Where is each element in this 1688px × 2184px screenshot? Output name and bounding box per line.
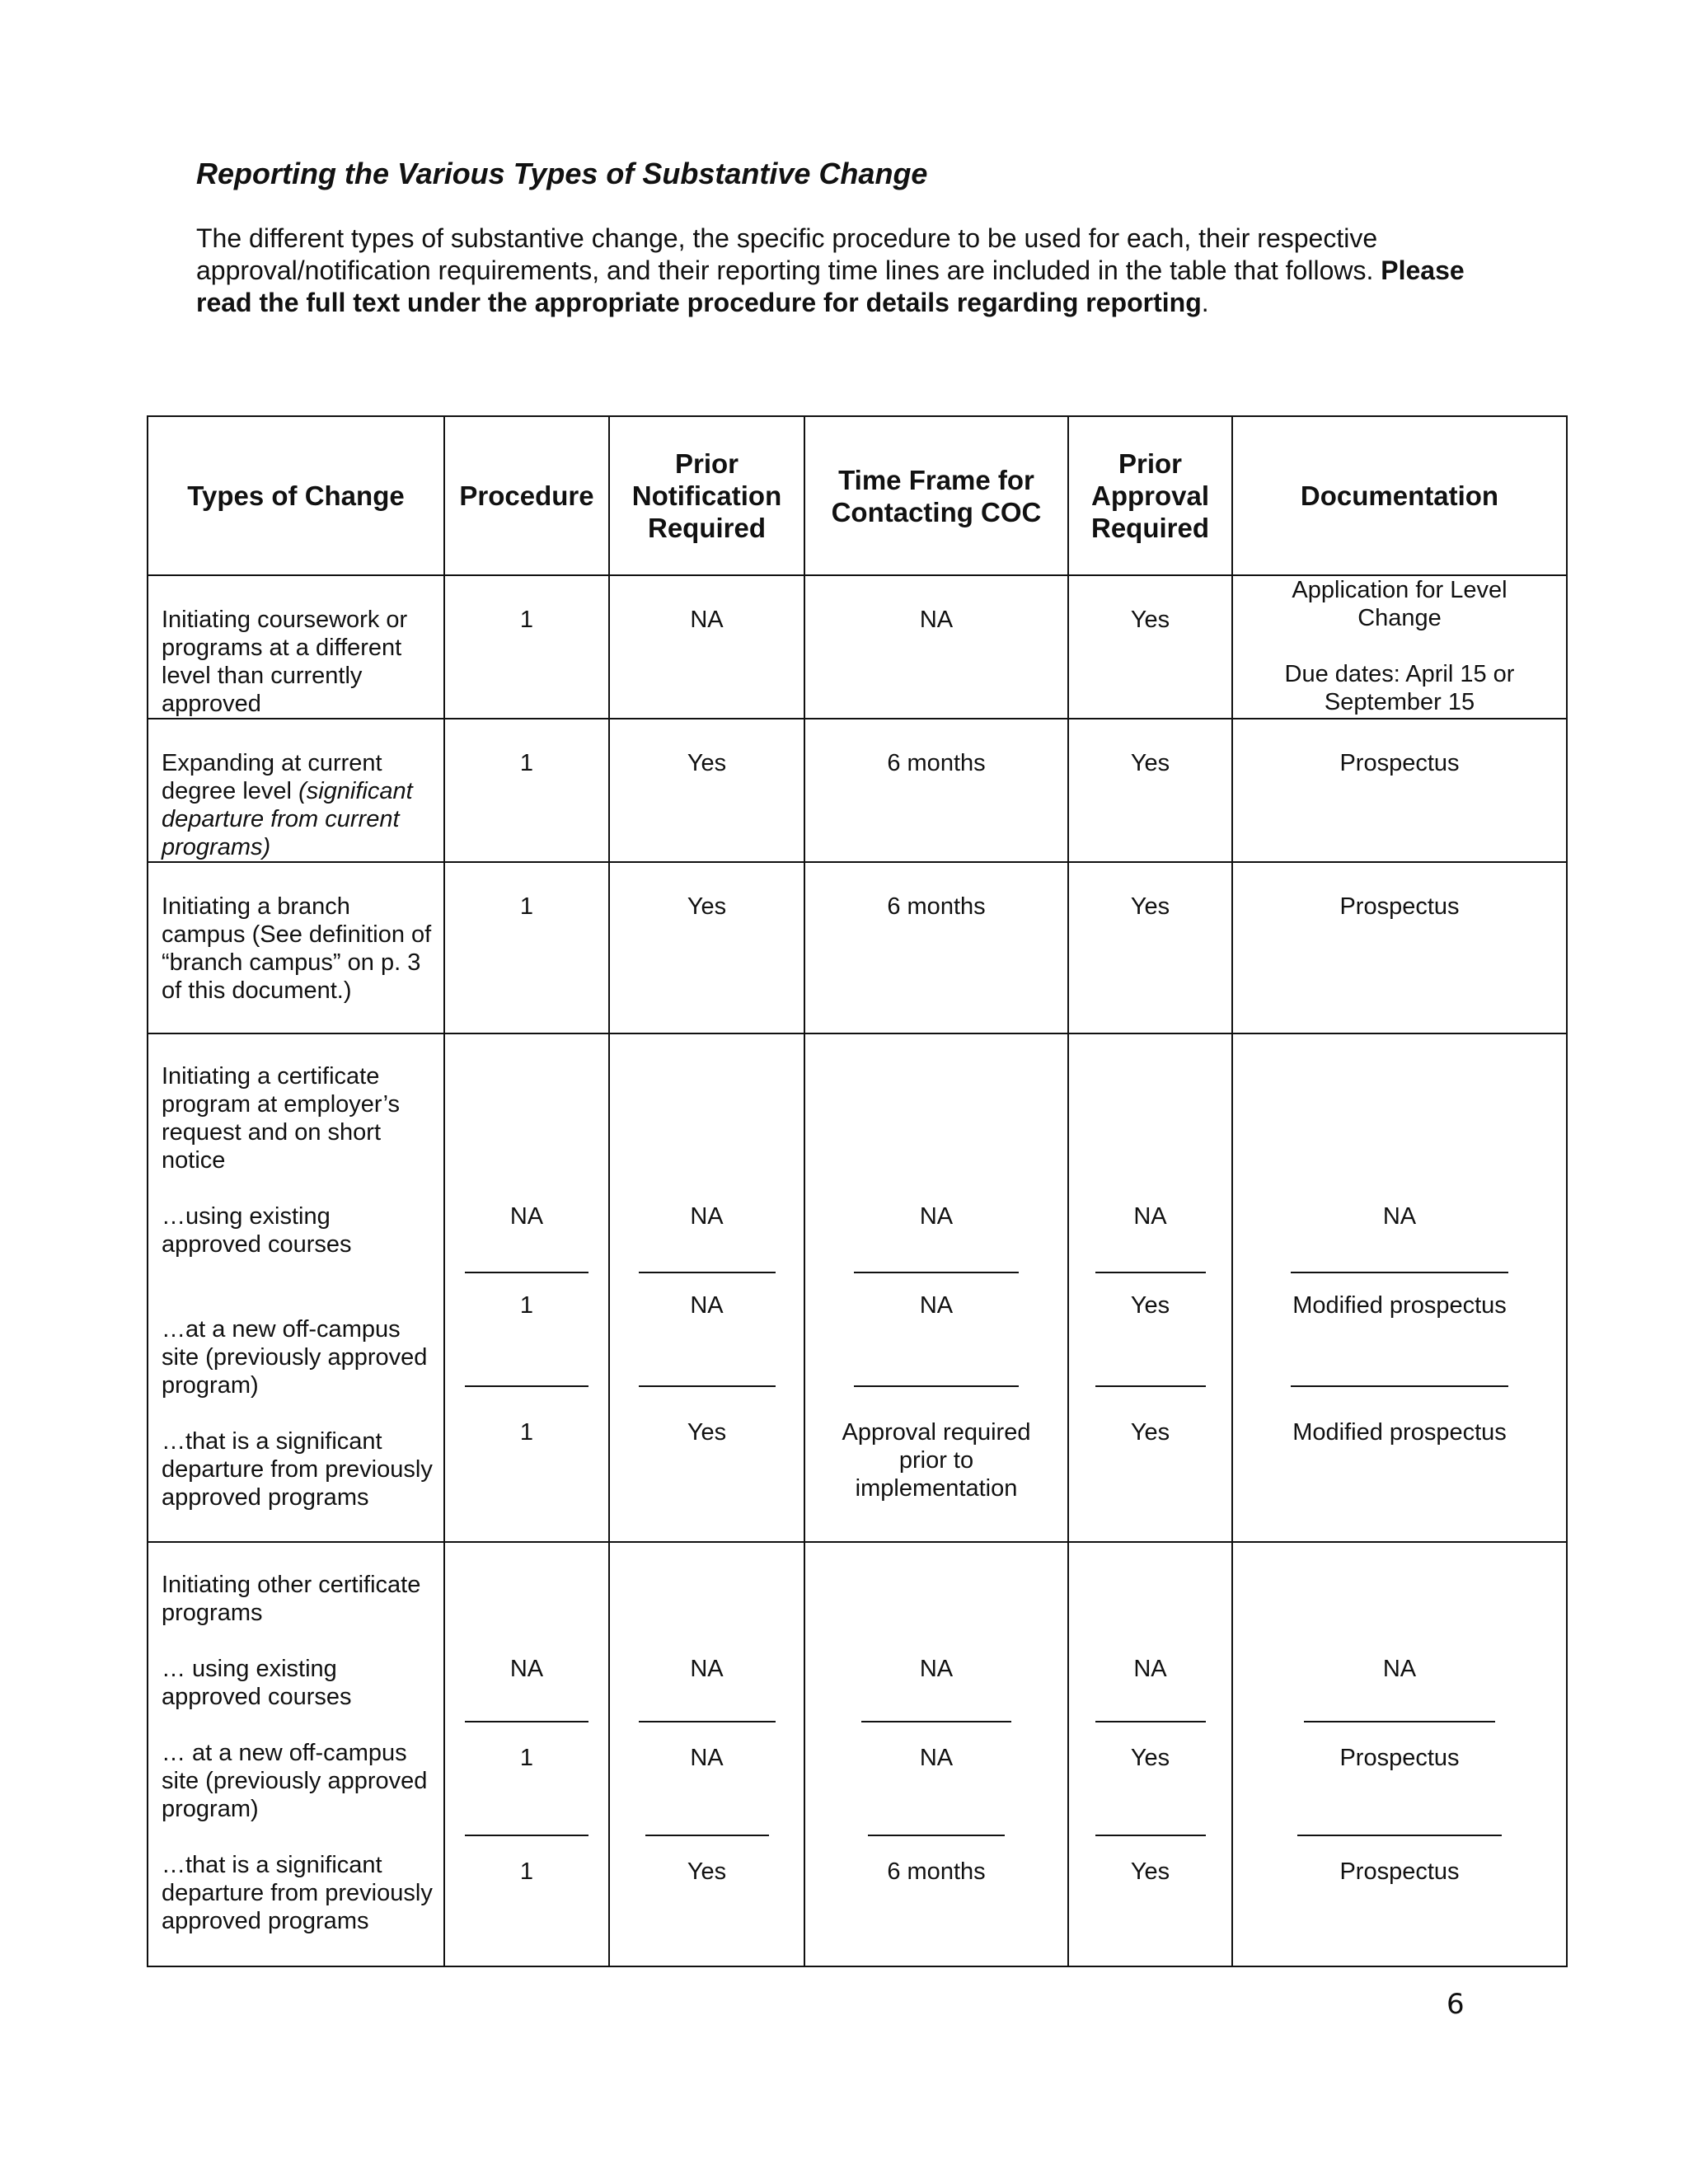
row4-sub3-approval: Yes [1130,1419,1170,1446]
row1-approval: Yes [1068,575,1232,719]
intro-end: . [1201,288,1209,317]
row4-sub2-procedure: 1 [519,1292,534,1319]
row5-sub1-notification: NA [690,1656,724,1682]
row4-intro: Initiating a certificate program at employer’s request and on short notice [162,1063,401,1174]
row5-sub1-approval: NA [1133,1656,1167,1682]
row2-procedure: 1 [444,719,609,862]
row4-sub1-procedure: NA [509,1203,544,1230]
row3-notification: Yes [609,862,804,1033]
row1-time-frame: NA [804,575,1068,719]
row3-documentation: Prospectus [1232,862,1567,1033]
substantive-change-table [147,415,1568,1967]
header-prior-approval: Prior Approval Required [1068,416,1232,575]
row4-sub2-time-frame: NA [919,1292,954,1319]
table-row [148,1542,1567,1966]
row5-sub2-time-frame: NA [919,1745,954,1771]
row4-sub1-time-frame: NA [919,1203,954,1230]
row5-sub3-notification: Yes [687,1858,727,1885]
row4-sub2-doc: Modified prospectus [1292,1292,1507,1319]
header-prior-notification: Prior Notification Required [609,416,804,575]
row5-approval [1068,1542,1232,1966]
intro-text: The different types of substantive change, the specific procedure to be used for each, their respective approval/notification requirements, and their reporting time lines are included in the table that follows. [196,223,1378,285]
row4-procedure [444,1033,609,1542]
header-documentation: Documentation [1232,416,1567,575]
row4-sub1-approval: NA [1133,1203,1167,1230]
row5-sub2-procedure: 1 [519,1745,534,1771]
row5-sub3-type: …that is a significant departure from previously approved programs [162,1852,433,1934]
row4-type [148,1033,444,1542]
row4-sub1-doc: NA [1382,1203,1417,1230]
row4-documentation [1232,1033,1567,1542]
table-row [148,719,1567,862]
row5-documentation [1232,1542,1567,1966]
row4-notification [609,1033,804,1542]
table-header-row [148,416,1567,575]
table-row [148,575,1567,719]
row5-procedure [444,1542,609,1966]
row4-sub3-procedure: 1 [519,1419,534,1446]
row1-doc-a: Application for Level Change [1292,577,1507,631]
row1-procedure: 1 [444,575,609,719]
header-types-of-change: Types of Change [148,416,444,575]
row5-sub1-type: … using existing approved courses [162,1656,352,1710]
row5-notification [609,1542,804,1966]
row5-sub2-type: … at a new off-campus site (previously approved program) [162,1740,428,1822]
row5-sub1-time-frame: NA [919,1656,954,1682]
section-heading: Reporting the Various Types of Substantive Change [196,157,928,190]
row3-time-frame: 6 months [804,862,1068,1033]
row5-sub1-doc: NA [1382,1656,1417,1682]
row1-documentation [1232,575,1567,719]
row2-time-frame: 6 months [804,719,1068,862]
row4-sub3-notification: Yes [687,1419,727,1446]
row4-sub1-notification: NA [690,1203,724,1230]
row1-type: Initiating coursework or programs at a different level than currently approved [148,575,444,719]
row3-type: Initiating a branch campus (See definition of “branch campus” on p. 3 of this document.) [148,862,444,1033]
table-row [148,1033,1567,1542]
row4-sub2-type: …at a new off-campus site (previously approved program) [162,1316,428,1399]
row1-notification: NA [609,575,804,719]
row2-type-italic: (significant departure from current programs) [162,778,413,860]
row3-procedure: 1 [444,862,609,1033]
header-procedure: Procedure [444,416,609,575]
row2-approval: Yes [1068,719,1232,862]
row4-sub3-type: …that is a significant departure from previously approved programs [162,1428,433,1511]
intro-paragraph [196,223,1482,319]
row4-approval [1068,1033,1232,1542]
row4-sub1-type: …using existing approved courses [162,1203,352,1258]
row2-type-text: Expanding at current degree level [162,750,382,804]
row5-sub2-approval: Yes [1130,1745,1170,1771]
row5-sub3-doc: Prospectus [1339,1858,1460,1885]
row5-time-frame [804,1542,1068,1966]
row4-sub2-notification: NA [690,1292,724,1319]
row5-sub2-notification: NA [690,1745,724,1771]
row4-time-frame [804,1033,1068,1542]
row2-documentation: Prospectus [1232,719,1567,862]
table-row [148,862,1567,1033]
row5-sub3-time-frame: 6 months [887,1858,986,1885]
row4-sub3-doc: Modified prospectus [1292,1419,1507,1446]
row4-sub3-time-frame: Approval required prior to implementation [842,1419,1031,1502]
row5-intro: Initiating other certificate programs [162,1572,421,1626]
row4-sub2-approval: Yes [1130,1292,1170,1319]
row1-doc-b: Due dates: April 15 or September 15 [1284,661,1515,715]
row3-approval: Yes [1068,862,1232,1033]
row5-sub3-procedure: 1 [519,1858,534,1885]
row5-sub1-procedure: NA [509,1656,544,1682]
row5-sub3-approval: Yes [1130,1858,1170,1885]
row5-type [148,1542,444,1966]
row2-notification: Yes [609,719,804,862]
page-number: 6 [1447,1988,1465,2021]
row5-sub2-doc: Prospectus [1339,1745,1460,1771]
header-time-frame: Time Frame for Contacting COC [804,416,1068,575]
intro-bold-text: Please read the full text under the appropriate procedure for details regarding reporting [196,255,1465,317]
row2-type [148,719,444,862]
